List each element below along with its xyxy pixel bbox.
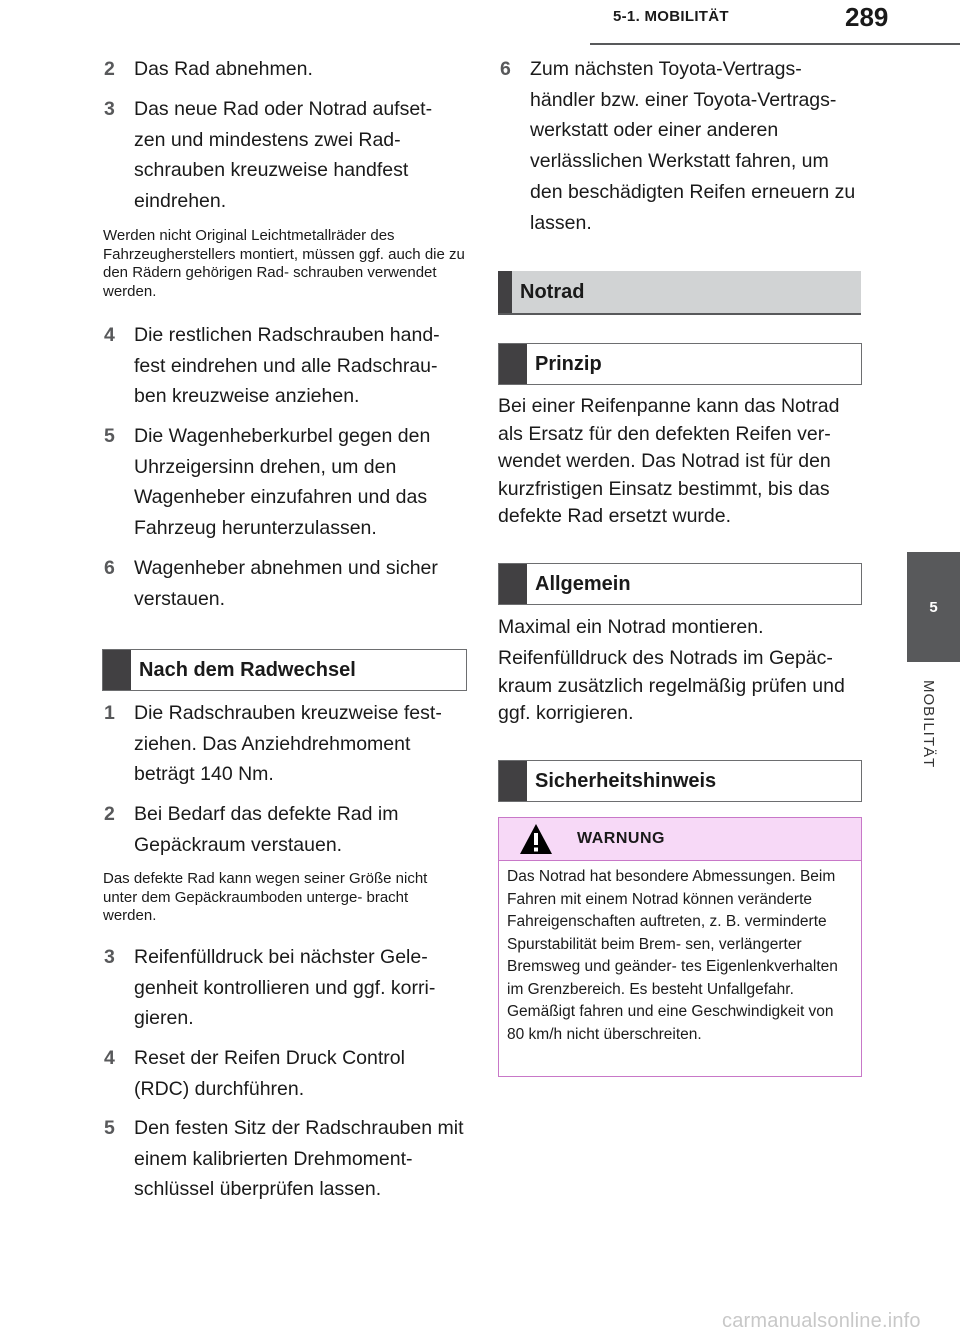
body-paragraph: Reifenfülldruck des Notrads im Gepäc- kraum zusätzlich regelmäßig prüfen und ggf. korrigieren. bbox=[498, 647, 845, 724]
step-number: 6 bbox=[500, 58, 511, 80]
step-number: 5 bbox=[104, 425, 115, 447]
step-item bbox=[104, 320, 464, 412]
chapter-tab[interactable] bbox=[907, 552, 960, 662]
step-text: Reset der Reifen Druck Control (RDC) durchführen. bbox=[134, 1047, 405, 1100]
step-item bbox=[104, 799, 464, 860]
chapter-number: 5 bbox=[929, 598, 938, 616]
heading-bar bbox=[499, 761, 527, 801]
warning-header bbox=[499, 818, 861, 861]
section-title: 5-1. MOBILITÄT bbox=[613, 8, 729, 25]
watermark-text: carmanualsonline.info bbox=[722, 1310, 921, 1332]
step-number: 4 bbox=[104, 324, 115, 346]
warning-title: WARNUNG bbox=[577, 830, 665, 847]
step-number: 5 bbox=[104, 1117, 115, 1139]
step-number: 4 bbox=[104, 1047, 115, 1069]
heading-bar bbox=[499, 344, 527, 384]
step-text: Das Rad abnehmen. bbox=[134, 58, 313, 80]
step-number: 1 bbox=[104, 702, 115, 724]
step-item bbox=[104, 54, 464, 85]
heading-bar bbox=[499, 564, 527, 604]
step-item bbox=[104, 942, 464, 1034]
step-number: 3 bbox=[104, 946, 115, 968]
step-text: Bei Bedarf das defekte Rad im Gepäckraum verstauen. bbox=[134, 803, 399, 856]
body-paragraph: Maximal ein Notrad montieren. bbox=[498, 616, 764, 638]
page-number: 289 bbox=[845, 2, 889, 32]
heading-text: Notrad bbox=[520, 280, 585, 303]
step-item bbox=[104, 1043, 464, 1104]
step-item bbox=[104, 698, 464, 790]
subsection-heading bbox=[498, 760, 862, 802]
step-item bbox=[104, 94, 464, 217]
step-text: Die Wagenheberkurbel gegen den Uhrzeigersinn drehen, um den Wagenheber einzufahren und das Fahrzeug herunterzulassen. bbox=[134, 425, 431, 540]
step-text: Den festen Sitz der Radschrauben mit einem kalibrierten Drehmoment- schlüssel überprüfen lassen. bbox=[134, 1117, 464, 1201]
step-item bbox=[104, 1113, 464, 1205]
header-divider bbox=[590, 43, 960, 45]
step-number: 2 bbox=[104, 58, 115, 80]
step-item bbox=[104, 553, 464, 614]
heading-bar bbox=[498, 271, 512, 313]
heading-text: Prinzip bbox=[535, 352, 602, 375]
warning-box bbox=[498, 817, 862, 1077]
note-text: Das defekte Rad kann wegen seiner Größe nicht unter dem Gepäckraumboden unterge- bracht werden. bbox=[103, 870, 428, 924]
step-item bbox=[104, 421, 464, 544]
step-text: Das neue Rad oder Notrad aufset- zen und mindestens zwei Rad- schrauben kreuzweise handfest eindrehen. bbox=[134, 98, 433, 213]
step-text: Zum nächsten Toyota-Vertrags- händler bzw. einer Toyota-Vertrags- werkstatt oder einer anderen verlässlichen Werkstatt fahren, um den beschädigten Reifen erneuern zu lassen. bbox=[530, 58, 856, 234]
section-heading bbox=[498, 271, 861, 315]
section-heading bbox=[102, 649, 467, 691]
step-number: 2 bbox=[104, 803, 115, 825]
subsection-heading bbox=[498, 563, 862, 605]
warning-triangle-icon bbox=[519, 823, 553, 855]
warning-text: Das Notrad hat besondere Abmessungen. Beim Fahren mit einem Notrad können veränderte Fahreigenschaften auftreten, z. B. verminderte Spurstabilität beim Brem- sen, verlängerter Bremsweg und geänder- tes Eigenlenkverhalten im Grenzbereich. Es besteht Unfallgefahr. Gemäßigt fahren und eine Geschwindigkeit von 80 km/h nicht überschreiten. bbox=[507, 868, 838, 1043]
step-number: 3 bbox=[104, 98, 115, 120]
step-number: 6 bbox=[104, 557, 115, 579]
body-paragraph: Bei einer Reifenpanne kann das Notrad als Ersatz für den defekten Reifen ver- wendet werden. Das Notrad ist für den kurzfristigen Einsatz bestimmt, bis das defekte Rad ersetzt wurde. bbox=[498, 395, 840, 527]
step-text: Die restlichen Radschrauben hand- fest eindrehen und alle Radschrau- ben kreuzweise anziehen. bbox=[134, 324, 440, 408]
heading-text: Nach dem Radwechsel bbox=[139, 658, 356, 681]
subsection-heading bbox=[498, 343, 862, 385]
step-text: Reifenfülldruck bei nächster Gele- genheit kontrollieren und ggf. korri- gieren. bbox=[134, 946, 436, 1030]
step-text: Die Radschrauben kreuzweise fest- ziehen. Das Anziehdrehmoment beträgt 140 Nm. bbox=[134, 702, 442, 786]
note-text: Werden nicht Original Leichtmetallräder des Fahrzeugherstellers montiert, müssen ggf. auch die zu den Rädern gehörigen Rad- schrauben verwendet werden. bbox=[103, 227, 465, 300]
chapter-label: MOBILITÄT bbox=[920, 680, 937, 769]
heading-text: Sicherheitshinweis bbox=[535, 769, 717, 792]
heading-bar bbox=[103, 650, 131, 690]
step-item bbox=[500, 54, 860, 238]
step-text: Wagenheber abnehmen und sicher verstauen. bbox=[134, 557, 438, 610]
heading-text: Allgemein bbox=[535, 572, 631, 595]
